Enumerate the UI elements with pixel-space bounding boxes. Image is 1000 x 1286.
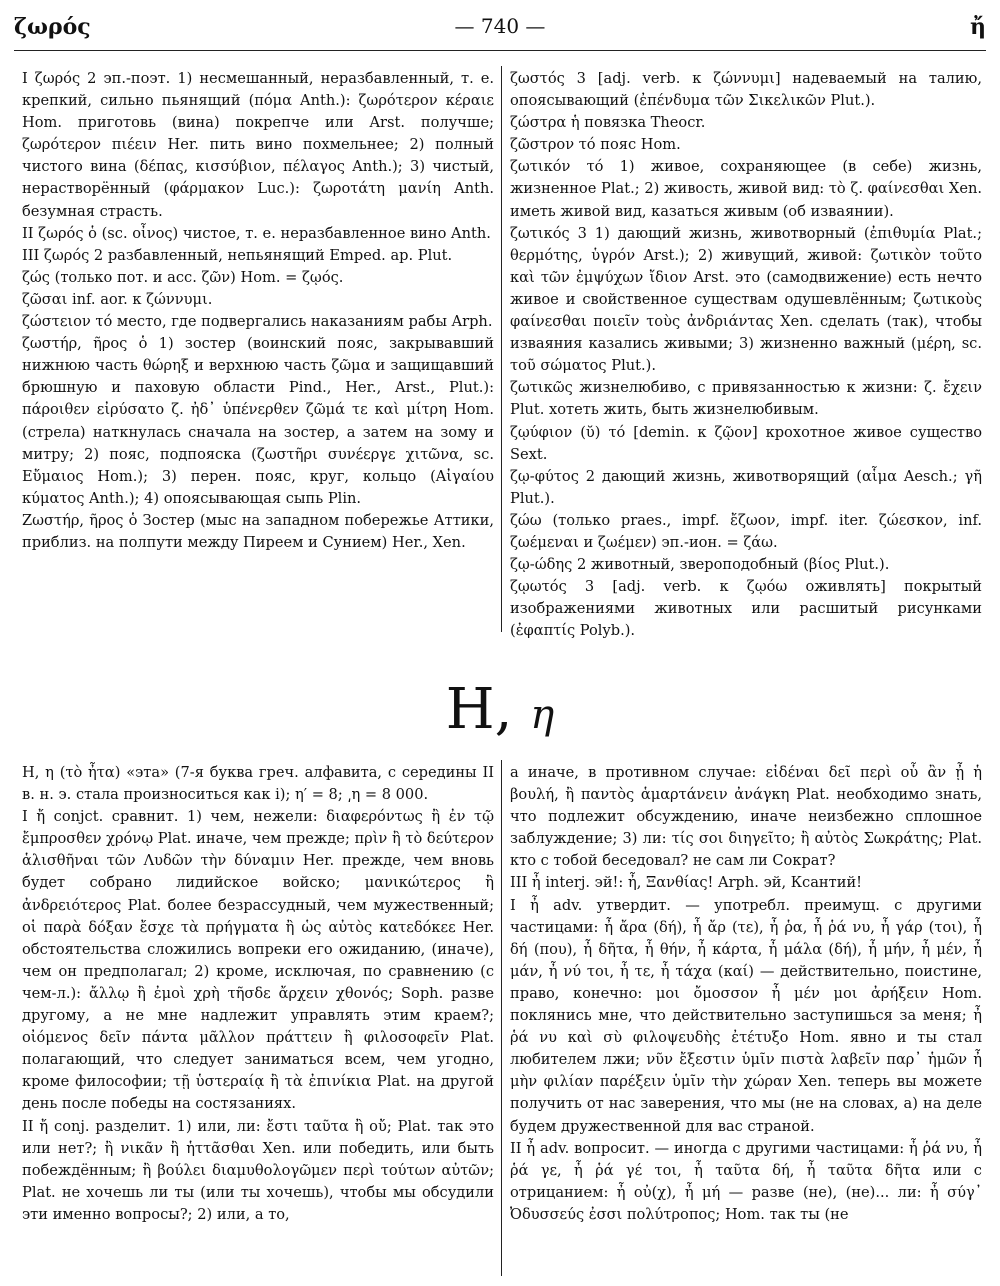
column-bottom-left (22, 762, 494, 1226)
dictionary-entry: Ζωστήρ, ῆρος ὁ Зостер (мыс на западном побережье Аттики, приблиз. на полпути между Пиреем и Сунием) Her., Xen. (22, 511, 494, 551)
dictionary-entry: II ἤ conj. разделит. 1) или, ли: ἔστι ταῦτα ἢ οὔ; Plat. так это или нет?; ἢ νικᾶν ἢ ἡττᾶσθαι Xen. или победить, или быть побеждённым; ἢ βούλει διαμυθολογῶμεν περὶ τούτων αὐτῶν; Plat. не хочешь ли ты (или ты хочешь), чтобы мы обсудили эти именно вопросы?; 2) или, а то, (22, 1117, 494, 1223)
column-divider-bottom (501, 760, 502, 1276)
column-bottom-right (510, 762, 982, 1226)
column-top-left (22, 68, 494, 554)
dictionary-entry: I ἦ adv. утвердит. — употребл. преимущ. с другими частицами: ἦ ἄρα (δή), ἦ ἄρ (τε), ἦ ῥα, ἦ ῥά νυ, ἦ γάρ (τοι), ἦ δή (που), ἦ δῆτα, ἦ θήν, ἦ κάρτα, ἦ μάλα (δή), ἦ μήν, ἦ μέν, ἦ μάν, ἦ νύ τοι, ἦ τε, ἦ τάχα (καί) — действительно, поистине, право, конечно: μοι ὄμοσσον ἦ μέν μοι ἀρήξειν Hom. поклянись мне, что действительно заступишься за меня; ἦ ῥά νυ καὶ σὺ φιλοψευδὴς ἐτέτυξο Hom. явно и ты стал любителем лжи; νῦν ἔξεστιν ὑμῖν πιστὰ λαβεῖν παρ᾽ ἡμῶν ἦ μὴν φιλίαν παρέξειν ὑμῖν τὴν χώραν Xen. теперь вы можете получить от нас заверения, что мы (не на словах, а) на деле будем дружественной для вас страной. (510, 896, 982, 1135)
section-letter-capital: Η, (445, 677, 513, 742)
dictionary-entry: II ζωρός ὁ (sc. οἶνος) чистое, т. е. неразбавленное вино Anth. (22, 224, 491, 242)
dictionary-entry: I ἤ conjct. сравнит. 1) чем, нежели: διαφερόντως ἢ ἐν τῷ ἔμπροσθεν χρόνῳ Plat. иначе, чем прежде; πρὶν ἢ τὸ δεύτερον ἁλισθῆναι τῶν Λυδῶν τὴν δύναμιν Her. прежде, чем вновь будет собрано лидийское войско; μανικώτερος ἢ ἀνδρειότερος Plat. более безрассудный, чем мужественный; οἱ παρὰ δόξαν ἔσχε τὰ πρήγματα ἢ ὡς αὐτὸς κατεδόκεε Her. обстоятельства сложились вопреки его ожиданию, (иначе), чем он предполагал; 2) кроме, исключая, по сравнению (с чем-л.): ἄλλῳ ἢ ἐμοὶ χρὴ τῆσδε ἄρχειν χθονός; Soph. разве другому, а не мне надлежит управлять этим краем?; οἰόμενος δεῖν πάντα μᾶλλον πράττειν ἢ φιλοσοφεῖν Plat. полагающий, что следует заниматься всем, чем угодно, кроме философии; τῇ ὑστεραίᾳ ἢ τὰ ἐπινίκια Plat. на другой день после победы на состязаниях. (22, 808, 494, 1113)
section-letter-heading (0, 677, 1000, 745)
dictionary-entry: а иначе, в противном случае: εἰδέναι δεῖ περὶ οὗ ἂν ᾖ ἡ βουλή, ἢ παντὸς ἁμαρτάνειν ἀνάγκη Plat. необходимо знать, что подлежит обсуждению, иначе неизбежно сплошное заблуждение; 3) ли: τίς σοι διηγεῖτο; ἢ αὐτὸς Σωκράτης; Plat. кто с тобой беседовал? не сам ли Сократ? (510, 764, 982, 870)
dictionary-entry: ζῶσαι inf. aor. к ζώννυμι. (22, 290, 213, 308)
dictionary-entry: ζωστήρ, ῆρος ὁ 1) зостер (воинский пояс, закрывавший нижнюю часть θώρηξ и верхнюю часть ζῶμα и защищавший брюшную и паховую области Pind., Her., Arst., Plut.): πάροιθεν εἰρύσατο ζ. ἠδ᾽ ὑπένερθεν ζῶμά τε καὶ μίτρη Hom. (стрела) наткнулась сначала на зостер, а затем на зому и митру; 2) пояс, подпояска (ζωστῆρι συνέεργε χιτῶνα, sc. Εὔμαιος Hom.); 3) перен. пояс, круг, кольцо (Αἰγαίου κύματος Anth.); 4) опоясывающая сыпь Plin. (22, 335, 494, 507)
dictionary-entry: I ζωρός 2 эп.-поэт. 1) несмешанный, неразбавленный, т. е. крепкий, сильно пьянящий (πόμα Anth.): ζωρότερον κέραιε Hom. приготовь (вина) покрепче или Arst. получше; ζωρότερον πιέειν Her. пить вино похмельнее; 2) полный чистого вина (δέπας, κισσύβιον, πέλαγος Anth.); 3) чистый, нерастворённый (φάρμακον Luc.): ζωροτάτη μανίη Anth. безумная страсть. (22, 70, 494, 220)
header-rule (14, 50, 986, 51)
section-letter-lowercase: η (530, 692, 555, 738)
page-header (14, 14, 986, 46)
dictionary-entry: ζωστός 3 [adj. verb. к ζώννυμι] надеваемый на талию, опоясывающий (ἐπένδυμα τῶν Σικελικῶν Plut.). (510, 70, 982, 110)
dictionary-entry: III ἦ interj. эй!: ἦ, Ξανθίας! Arph. эй, Ксантий! (510, 874, 863, 892)
dictionary-entry: ζωτικόν τό 1) живое, сохраняющее (в себе) жизнь, жизненное Plat.; 2) живость, живой вид: τὸ ζ. φαίνεσθαι Xen. иметь живой вид, казаться живым (об изваянии). (510, 158, 982, 220)
column-top-right (510, 68, 982, 642)
dictionary-entry: III ζωρός 2 разбавленный, непьянящий Emped. ap. Plut. (22, 246, 453, 264)
dictionary-entry: II ἦ adv. вопросит. — иногда с другими частицами: ἦ ῥά νυ, ἦ ῥά γε, ἦ ῥά γέ τοι, ἦ ταῦτα δή, ἦ ταῦτα δῆτα или с отрицанием: ἦ οὐ(χ), ἦ μή — разве (не), (не)... ли: ἦ σύγ᾽ Ὀδυσσεύς ἐσσι πολύτροπος; Hom. так ты (не (510, 1139, 982, 1223)
running-head-left: ζωρός (14, 14, 91, 40)
dictionary-entry: Η, η (τὸ ἦτα) «эта» (7-я буква греч. алфавита, с середины II в. н. э. стала произноситься как i); η′ = 8; ͵η = 8 000. (22, 764, 494, 804)
dictionary-entry: ζώς (только пот. и асс. ζῶν) Hom. = ζῳός. (22, 268, 344, 286)
dictionary-entry: ζωτικῶς жизнелюбиво, с привязанностью к жизни: ζ. ἔχειν Plut. хотеть жить, быть жизнелюбивым. (510, 379, 982, 419)
dictionary-entry: ζῶστρον τό пояс Hom. (510, 136, 681, 154)
dictionary-entry: ζῳωτός 3 [adj. verb. к ζῳόω оживлять] покрытый изображениями животных или расшитый рисунками (ἐφαπτίς Polyb.). (510, 578, 982, 640)
dictionary-entry: ζώστειον τό место, где подвергались наказаниям рабы Arph. (22, 313, 493, 331)
dictionary-entry: ζωτικός 3 1) дающий жизнь, животворный (ἐπιθυμία Plat.; θερμότης, ὑγρόν Arst.); 2) живущий, живой: ζωτικὸν τοῦτο καὶ τῶν ἐμψύχων ἴδιον Arst. это (самодвижение) есть нечто живое и свойственное существам одушевлённым; ζωτικοὺς φαίνεσθαι ποιεῖν τοὺς ἀνδριάντας Xen. сделать (так), чтобы изваяния казались живыми; 3) жизненно важный (μέρη, sc. τοῦ σώματος Plut.). (510, 224, 982, 375)
dictionary-entry: ζῳύφιον (ῠ) τό [demin. к ζῷον] крохотное живое существо Sext. (510, 423, 982, 463)
running-head-right: ἤ (970, 14, 986, 40)
dictionary-entry: ζώω (только praes., impf. ἔζωον, impf. iter. ζώεσκον, inf. ζωέμεναι и ζωέμεν) эп.-ион. = ζάω. (510, 511, 982, 551)
column-divider-top (501, 66, 502, 632)
dictionary-entry: ζώστρα ἡ повязка Theocr. (510, 114, 706, 132)
dictionary-entry: ζῳ-ώδης 2 животный, звероподобный (βίος Plut.). (510, 556, 890, 574)
page-number: — 740 — (454, 14, 546, 38)
dictionary-entry: ζῳ-φύτος 2 дающий жизнь, животворящий (αἷμα Aesch.; γῆ Plut.). (510, 467, 982, 507)
